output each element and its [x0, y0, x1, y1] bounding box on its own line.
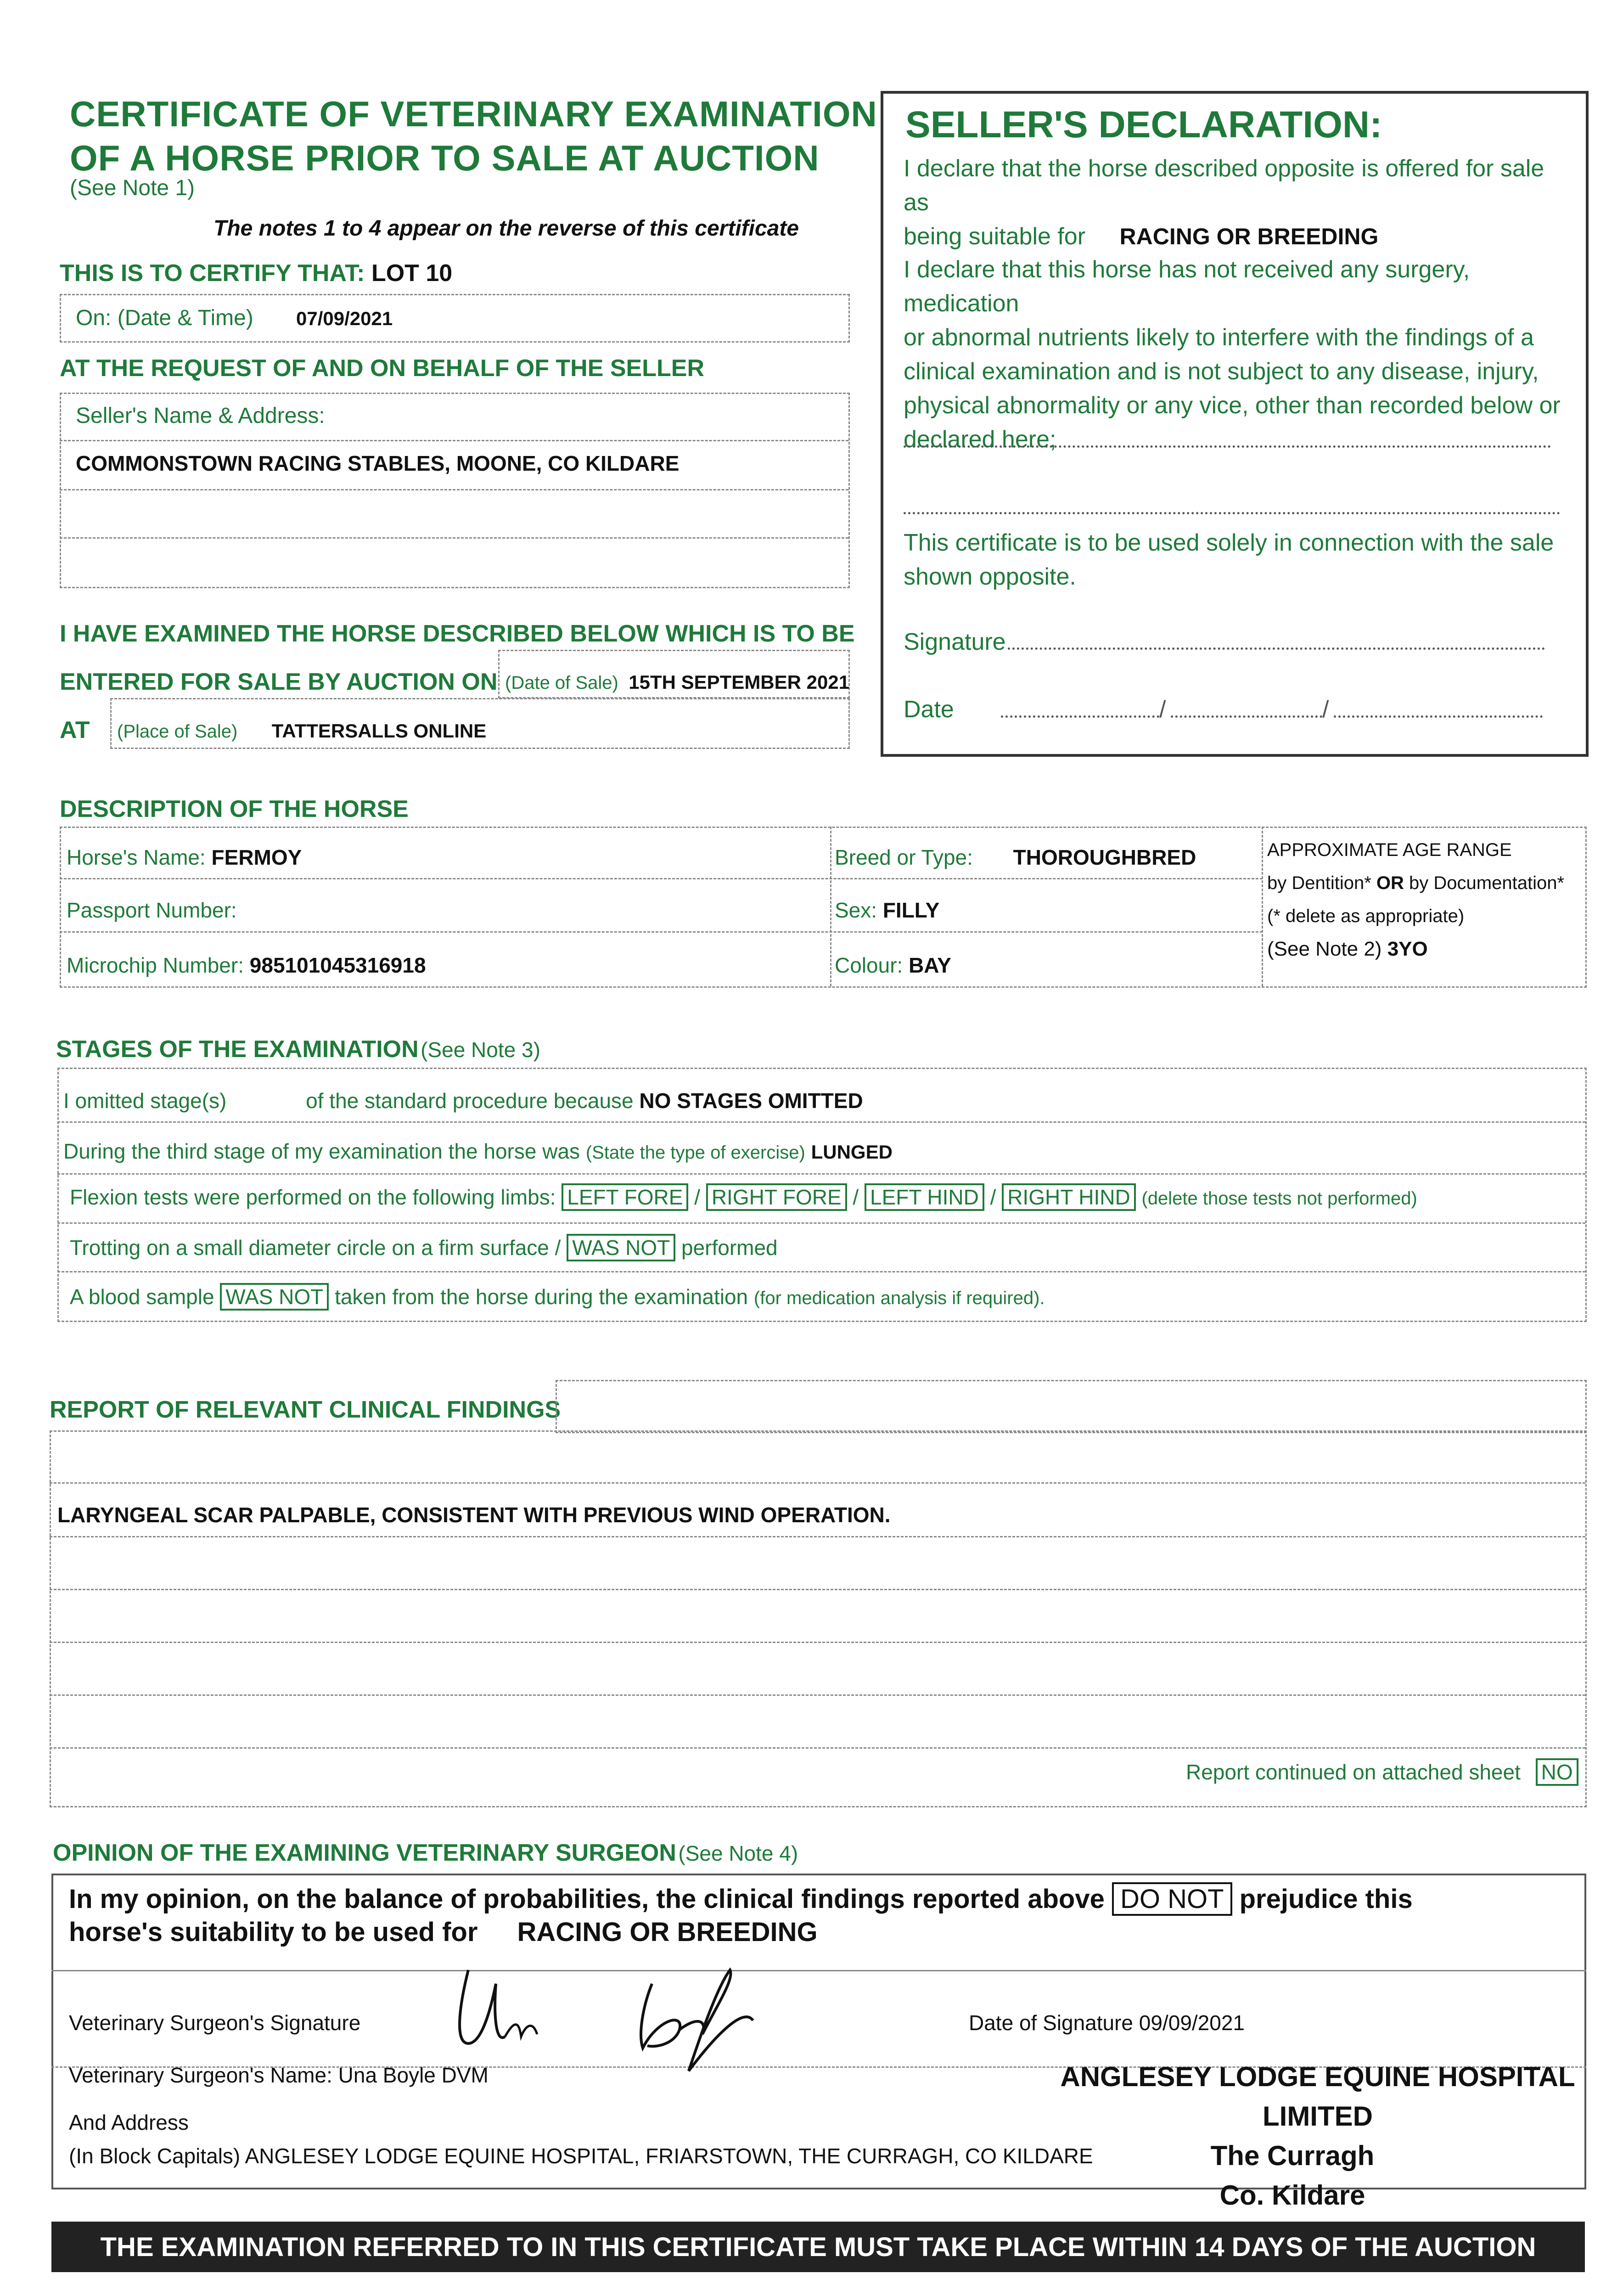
- date-month-line[interactable]: [1171, 715, 1322, 718]
- footer-banner: [51, 2222, 1585, 2272]
- signature-stroke-u: [460, 1970, 505, 2043]
- opinion-line-1a: In my opinion, on the balance of probabilities, the clinical findings reported above: [69, 1884, 1105, 1914]
- declaration-date-label: Date: [904, 696, 954, 723]
- lot-value: LOT 10: [371, 260, 453, 287]
- breed-row: [835, 845, 1196, 870]
- horse-name-row: [67, 845, 302, 870]
- age-value: 3YO: [1387, 938, 1428, 960]
- seller-name-value: COMMONSTOWN RACING STABLES, MOONE, CO KILDARE: [76, 451, 680, 475]
- opinion-line-2: [69, 1916, 1413, 1949]
- trotting-was-not[interactable]: WAS NOT: [567, 1234, 675, 1261]
- sex-label: Sex:: [835, 898, 877, 922]
- third-stage-value: LUNGED: [811, 1141, 893, 1163]
- stamp-line-3: Co. Kildare: [1219, 2180, 1365, 2211]
- age-documentation: by Documentation*: [1409, 873, 1565, 893]
- microchip-label: Microchip Number:: [67, 953, 244, 977]
- opinion-heading-row: [53, 1839, 798, 1867]
- vet-signature: [441, 1952, 808, 2080]
- declaration-dotted-line-1: [904, 445, 1551, 448]
- limb-left-hind[interactable]: LEFT HIND: [865, 1183, 984, 1211]
- title-line-1: CERTIFICATE OF VETERINARY EXAMINATION: [70, 94, 877, 134]
- limb-separator: /: [853, 1185, 865, 1209]
- opinion-statement: [69, 1883, 1413, 1949]
- age-range-title: APPROXIMATE AGE RANGE: [1267, 840, 1512, 860]
- date-slash-1: /: [1159, 696, 1166, 723]
- vet-name: Veterinary Surgeon's Name: Una Boyle DVM: [69, 2063, 489, 2087]
- declaration-para-3-line-1: This certificate is to be used solely in connection with the sale: [904, 529, 1554, 556]
- age-value-row: [1267, 933, 1564, 966]
- signature-line[interactable]: [1008, 647, 1545, 650]
- stages-heading-row: [56, 1035, 540, 1063]
- age-range-cell: [1267, 833, 1564, 966]
- third-stage-label: During the third stage of my examination the horse was: [63, 1139, 580, 1163]
- signature-label: Signature: [904, 629, 1006, 655]
- blood-was-not[interactable]: WAS NOT: [220, 1283, 329, 1311]
- opinion-heading-note: (See Note 4): [678, 1841, 798, 1865]
- signature-stroke-oyle: [680, 1970, 753, 2071]
- vet-signature-label: Veterinary Surgeon's Signature: [69, 2011, 361, 2035]
- blood-row: [70, 1284, 1045, 1309]
- omitted-label-2: of the standard procedure because: [306, 1089, 634, 1113]
- continued-row: [1186, 1760, 1578, 1784]
- declaration-para-2-line-5: declared here;: [904, 426, 1056, 453]
- date-day-line[interactable]: [1001, 715, 1159, 718]
- sale-place-label: (Place of Sale): [117, 721, 238, 742]
- opinion-heading: OPINION OF THE EXAMINING VETERINARY SURGEON: [53, 1840, 676, 1866]
- third-stage-row: [63, 1139, 893, 1164]
- age-delete-note: (* delete as appropriate): [1267, 906, 1465, 926]
- sex-row: [835, 898, 939, 923]
- continued-label: Report continued on attached sheet: [1186, 1760, 1521, 1784]
- stamp-line-2: The Curragh: [1210, 2140, 1375, 2171]
- blood-note: (for medication analysis if required).: [753, 1288, 1045, 1308]
- sale-date-label: (Date of Sale): [505, 673, 618, 693]
- colour-value: BAY: [909, 953, 951, 977]
- breed-value: THOROUGHBRED: [1013, 845, 1196, 869]
- address-label: And Address: [69, 2110, 189, 2134]
- flexion-label: Flexion tests were performed on the following limbs:: [70, 1185, 556, 1209]
- signature-stroke-b: [641, 1984, 680, 2048]
- sex-value: FILLY: [882, 898, 940, 922]
- seller-name-label: Seller's Name & Address:: [76, 404, 325, 428]
- age-note: (See Note 2): [1267, 938, 1382, 960]
- stages-heading: STAGES OF THE EXAMINATION: [56, 1036, 419, 1063]
- sale-place-value: TATTERSALLS ONLINE: [271, 720, 487, 742]
- breed-label: Breed or Type:: [835, 845, 973, 869]
- limb-left-fore[interactable]: LEFT FORE: [562, 1183, 688, 1211]
- seller-heading: AT THE REQUEST OF AND ON BEHALF OF THE SELLER: [60, 355, 704, 382]
- certificate-title: [70, 92, 877, 180]
- footer-banner-text: THE EXAMINATION REFERRED TO IN THIS CERTIFICATE MUST TAKE PLACE WITHIN 14 DAYS OF THE AUCTION: [100, 2232, 1536, 2262]
- age-or: OR: [1376, 873, 1404, 893]
- limb-right-fore[interactable]: RIGHT FORE: [706, 1183, 847, 1211]
- trotting-performed: performed: [681, 1236, 778, 1260]
- see-note-1: (See Note 1): [70, 176, 195, 200]
- declaration-para-2: [904, 253, 1578, 456]
- description-heading: DESCRIPTION OF THE HORSE: [60, 796, 409, 822]
- continued-value[interactable]: NO: [1536, 1758, 1578, 1786]
- stamp-line-1: ANGLESEY LODGE EQUINE HOSPITAL LIMITED: [1060, 2061, 1575, 2132]
- declaration-para-3-line-2: shown opposite.: [904, 563, 1076, 590]
- examined-line-2: ENTERED FOR SALE BY AUCTION ON: [60, 669, 498, 695]
- horse-name-value: FERMOY: [211, 845, 302, 869]
- trotting-label: Trotting on a small diameter circle on a firm surface /: [70, 1236, 561, 1260]
- declaration-suitable-value: RACING OR BREEDING: [1119, 224, 1379, 249]
- stages-heading-note: (See Note 3): [421, 1038, 540, 1062]
- trotting-row: [70, 1235, 778, 1260]
- date-year-line[interactable]: [1334, 715, 1543, 718]
- declaration-para-1-line-2: [904, 219, 1574, 253]
- sale-place-row: [117, 720, 486, 742]
- examined-line-1: I HAVE EXAMINED THE HORSE DESCRIBED BELOW WHICH IS TO BE: [60, 620, 855, 647]
- blood-label: A blood sample: [70, 1285, 214, 1309]
- suitable-label: being suitable for: [904, 223, 1086, 250]
- address-line: (In Block Capitals) ANGLESEY LODGE EQUINE HOSPITAL, FRIARSTOWN, THE CURRAGH, CO KILDARE: [69, 2144, 1093, 2168]
- findings-table: [50, 1430, 1587, 1807]
- limb-separator: /: [990, 1185, 1002, 1209]
- declaration-para-2-line-4: physical abnormality or any vice, other than recorded below or: [904, 392, 1561, 419]
- colour-row: [835, 953, 951, 978]
- passport-label: Passport Number:: [67, 898, 237, 922]
- flexion-row: [70, 1185, 1417, 1210]
- sale-date-value: 15TH SEPTEMBER 2021: [629, 671, 850, 693]
- sale-date-row: [505, 671, 849, 693]
- opinion-line-1b: prejudice this: [1239, 1884, 1413, 1914]
- opinion-suitable-value: RACING OR BREEDING: [517, 1917, 818, 1947]
- signature-stroke-n: [505, 2025, 537, 2037]
- title-line-2: OF A HORSE PRIOR TO SALE AT AUCTION: [70, 138, 820, 178]
- declaration-para-2-line-3: clinical examination and is not subject to any disease, injury,: [904, 358, 1539, 385]
- findings-heading: REPORT OF RELEVANT CLINICAL FINDINGS: [50, 1396, 561, 1423]
- limb-right-hind[interactable]: RIGHT HIND: [1002, 1183, 1136, 1211]
- certify-label: THIS IS TO CERTIFY THAT:: [60, 260, 365, 287]
- at-label: AT: [60, 717, 90, 743]
- findings-heading-box: [556, 1380, 1587, 1433]
- declaration-para-1: [904, 152, 1574, 253]
- microchip-row: [67, 953, 426, 978]
- age-dentition: by Dentition*: [1267, 873, 1371, 893]
- omitted-label: I omitted stage(s): [63, 1089, 227, 1113]
- horse-name-label: Horse's Name:: [67, 845, 206, 869]
- declaration-title: SELLER'S DECLARATION:: [905, 104, 1382, 146]
- flexion-note: (delete those tests not performed): [1141, 1188, 1417, 1209]
- notes-line: The notes 1 to 4 appear on the reverse of this certificate: [213, 216, 799, 241]
- opinion-line-2-label: horse's suitability to be used for: [69, 1917, 478, 1947]
- limb-separator: /: [694, 1185, 706, 1209]
- omitted-row: [63, 1088, 863, 1113]
- certify-row: [60, 259, 452, 287]
- blood-taken: taken from the horse during the examination: [335, 1285, 748, 1309]
- opinion-line-1: [69, 1883, 1413, 1916]
- hospital-stamp: [1051, 2057, 1584, 2215]
- date-slash-2: /: [1322, 696, 1329, 723]
- declaration-para-2-line-1: I declare that this horse has not received any surgery, medication: [904, 256, 1470, 317]
- colour-label: Colour:: [835, 953, 903, 977]
- age-range-options: [1267, 867, 1564, 900]
- date-of-signature: Date of Signature 09/09/2021: [969, 2011, 1245, 2035]
- on-date-label: On: (Date & Time): [76, 306, 253, 330]
- declaration-para-1-line-1: I declare that the horse described opposite is offered for sale as: [904, 155, 1544, 216]
- declaration-dotted-line-2: [904, 512, 1560, 514]
- on-date-value: 07/09/2021: [296, 308, 393, 329]
- declaration-para-3: [904, 526, 1554, 594]
- opinion-do-not[interactable]: DO NOT: [1112, 1882, 1232, 1916]
- microchip-value: 985101045316918: [249, 953, 426, 977]
- findings-text: LARYNGEAL SCAR PALPABLE, CONSISTENT WITH PREVIOUS WIND OPERATION.: [57, 1503, 891, 1527]
- omitted-value: NO STAGES OMITTED: [639, 1089, 863, 1113]
- declaration-para-2-line-2: or abnormal nutrients likely to interfere with the findings of a: [904, 324, 1534, 351]
- third-stage-note: (State the type of exercise): [585, 1142, 805, 1163]
